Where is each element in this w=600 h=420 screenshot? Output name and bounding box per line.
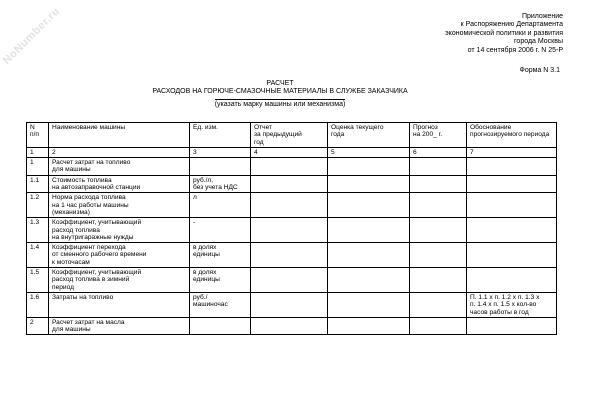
estimate-cell — [328, 243, 410, 268]
justification-cell — [467, 218, 557, 243]
title-line-1: РАСЧЕТ — [266, 80, 294, 87]
unit-cell: - — [190, 218, 251, 243]
table-row — [27, 243, 557, 268]
report-cell — [251, 292, 328, 317]
unit-cell: руб./л, без учета НДС — [190, 175, 251, 193]
justification-cell — [467, 317, 557, 335]
forecast-cell — [410, 158, 467, 176]
report-cell — [251, 175, 328, 193]
appendix-line: Приложение — [521, 13, 563, 20]
unit-cell: 3 — [190, 147, 251, 157]
table-row — [27, 158, 557, 176]
unit-cell: руб./ машиночас — [190, 292, 251, 317]
machine-name-cell: Наименование машины — [49, 123, 190, 148]
machine-name-cell: Расчет затрат на масла для машины — [49, 317, 190, 335]
forecast-cell: 6 — [410, 147, 467, 157]
column-number-row — [27, 147, 557, 157]
row-number-cell: 1 — [27, 147, 49, 157]
table-row — [27, 317, 557, 335]
justification-cell — [467, 268, 557, 293]
report-cell — [251, 218, 328, 243]
report-cell — [251, 317, 328, 335]
row-number-cell: 1.2 — [27, 193, 49, 218]
form-number: Форма N 3.1 — [519, 67, 560, 74]
machine-name-cell: Норма расхода топлива на 1 час работы машины (механизма) — [49, 193, 190, 218]
calculation-table — [26, 122, 557, 335]
forecast-cell — [410, 243, 467, 268]
document-title — [140, 80, 420, 96]
row-number-cell: 2 — [27, 317, 49, 335]
appendix-line: от 14 сентября 2006 г. N 25-Р — [467, 46, 563, 54]
table-header-row — [27, 123, 557, 148]
unit-cell — [190, 158, 251, 176]
brand-hint: (указать марку машины или механизма) — [214, 101, 346, 108]
estimate-cell — [328, 317, 410, 335]
report-cell — [251, 268, 328, 293]
forecast-cell — [410, 175, 467, 193]
row-number-cell: 1.4 — [27, 243, 49, 268]
machine-name-cell: 2 — [49, 147, 190, 157]
forecast-cell — [410, 193, 467, 218]
estimate-cell — [328, 193, 410, 218]
estimate-cell: 5 — [328, 147, 410, 157]
brand-fill-line — [215, 99, 345, 100]
estimate-cell: Оценка текущего года — [328, 123, 410, 148]
forecast-cell — [410, 218, 467, 243]
estimate-cell — [328, 175, 410, 193]
machine-name-cell: Коэффициент перехода от сменного рабочего времени к моточасам — [49, 243, 190, 268]
report-cell: 4 — [251, 147, 328, 157]
row-number-cell: 1.1 — [27, 175, 49, 193]
row-number-cell: 1.6 — [27, 292, 49, 317]
justification-cell: 7 — [467, 147, 557, 157]
machine-name-cell: Расчет затрат на топливо для машины — [49, 158, 190, 176]
estimate-cell — [328, 218, 410, 243]
justification-cell: П. 1.1 x п. 1.2 x п. 1.3 x п. 1.4 x п. 1.5 x кол-во часов работы в год — [467, 292, 557, 317]
table-row — [27, 218, 557, 243]
forecast-cell: Прогноз на 200_ г. — [410, 123, 467, 148]
justification-cell — [467, 158, 557, 176]
table-row — [27, 193, 557, 218]
unit-cell: л — [190, 193, 251, 218]
appendix-line: к Распоряжению Департамента — [460, 21, 563, 29]
table-row — [27, 268, 557, 293]
forecast-cell — [410, 317, 467, 335]
machine-name-cell: Стоимость топлива на автозаправочной станции — [49, 175, 190, 193]
table-row — [27, 292, 557, 317]
report-cell: Отчет за предыдущий год — [251, 123, 328, 148]
report-cell — [251, 158, 328, 176]
report-cell — [251, 193, 328, 218]
unit-cell: в долях единицы — [190, 268, 251, 293]
justification-cell — [467, 193, 557, 218]
report-cell — [251, 243, 328, 268]
appendix-line: экономической политики и развития — [445, 29, 563, 37]
justification-cell — [467, 175, 557, 193]
row-number-cell: N п/п — [27, 123, 49, 148]
estimate-cell — [328, 292, 410, 317]
unit-cell: Ед. изм. — [190, 123, 251, 148]
forecast-cell — [410, 292, 467, 317]
table-row — [27, 175, 557, 193]
row-number-cell: 1 — [27, 158, 49, 176]
estimate-cell — [328, 158, 410, 176]
watermark: NoNumber.ru — [0, 5, 63, 67]
justification-cell — [467, 243, 557, 268]
title-line-2: РАСХОДОВ НА ГОРЮЧЕ-СМАЗОЧНЫЕ МАТЕРИАЛЫ В СЛУЖБЕ ЗАКАЗЧИКА — [152, 88, 408, 95]
estimate-cell — [328, 268, 410, 293]
forecast-cell — [410, 268, 467, 293]
unit-cell — [190, 317, 251, 335]
machine-name-cell: Коэффициент, учитывающий расход топлива в зимний период — [49, 268, 190, 293]
row-number-cell: 1.3 — [27, 218, 49, 243]
unit-cell: в долях единицы — [190, 243, 251, 268]
machine-name-cell: Коэффициент, учитывающий расход топлива на внутригаражные нужды — [49, 218, 190, 243]
row-number-cell: 1.5 — [27, 268, 49, 293]
calculation-table-body — [27, 123, 557, 335]
machine-name-cell: Затраты на топливо — [49, 292, 190, 317]
appendix-line: города Москвы — [514, 38, 563, 46]
appendix-block — [445, 13, 563, 55]
justification-cell: Обоснование прогнозируемого периода — [467, 123, 557, 148]
